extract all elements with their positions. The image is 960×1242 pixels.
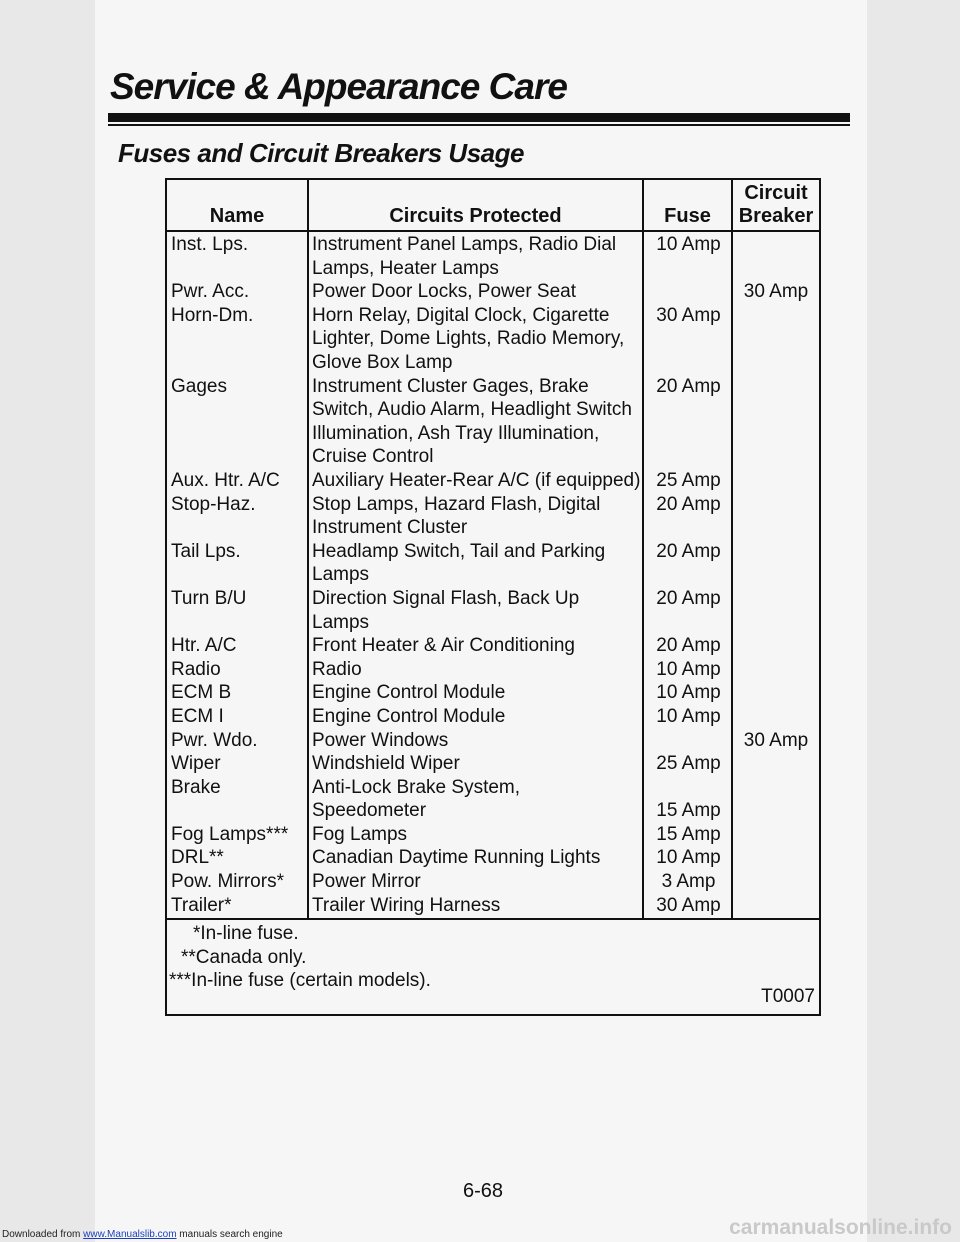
header-breaker-line1: Circuit <box>744 182 808 204</box>
row-circuits: Engine Control Module <box>312 705 506 727</box>
row-fuse: 10 Amp <box>656 658 721 680</box>
table-row <box>167 681 819 705</box>
header-rule-thick <box>108 113 850 122</box>
row-name: Pow. Mirrors* <box>171 871 284 893</box>
row-circuits: Trailer Wiring Harness <box>312 894 501 916</box>
table-row <box>167 280 819 304</box>
row-name: Pwr. Wdo. <box>171 729 258 751</box>
row-name: Wiper <box>171 753 221 775</box>
table-row <box>167 823 819 847</box>
header-circuits: Circuits Protected <box>389 205 562 227</box>
row-circuits: Power Mirror <box>312 871 421 893</box>
row-name: Htr. A/C <box>171 635 237 657</box>
table-row <box>167 634 819 658</box>
row-name: Tail Lps. <box>171 540 241 562</box>
row-name: Brake <box>171 776 221 798</box>
page-number: 6-68 <box>463 1180 504 1202</box>
row-name: Inst. Lps. <box>171 234 249 255</box>
row-name: Horn-Dm. <box>171 304 254 326</box>
row-fuse: 15 Amp <box>656 823 721 845</box>
row-circuits: Fog Lamps <box>312 823 408 845</box>
row-circuits: Instrument Cluster Gages, Brake Switch, Audio Alarm, Headlight Switch Illumination, Ash Tray Illumination, Cruise Control <box>312 375 632 468</box>
footnote-inline: *In-line fuse. <box>193 923 299 944</box>
row-name: ECM B <box>171 682 232 704</box>
watermark: carmanualsonline.info <box>729 1216 952 1239</box>
row-circuits: Canadian Daytime Running Lights <box>312 847 601 869</box>
row-fuse: 10 Amp <box>656 847 721 869</box>
footnotes <box>167 922 819 993</box>
row-name: Turn B/U <box>171 587 247 609</box>
row-name: Gages <box>171 375 227 397</box>
row-fuse: 20 Amp <box>656 375 721 397</box>
table-body <box>167 233 819 917</box>
header-divider <box>167 230 819 232</box>
row-fuse: 20 Amp <box>656 493 721 515</box>
row-fuse: 10 Amp <box>656 705 721 727</box>
table-row <box>167 375 819 469</box>
row-breaker: 30 Amp <box>743 281 809 303</box>
manualslib-link[interactable]: www.Manualslib.com <box>83 1229 177 1240</box>
row-name: Fog Lamps*** <box>171 823 289 845</box>
row-circuits: Auxiliary Heater-Rear A/C (if equipped) <box>312 469 641 491</box>
table-row <box>167 233 819 280</box>
row-fuse: 20 Amp <box>656 635 721 657</box>
row-fuse: 3 Amp <box>661 871 716 893</box>
row-fuse: 25 Amp <box>656 469 721 491</box>
header-fuse: Fuse <box>664 205 711 227</box>
row-fuse: 25 Amp <box>656 753 721 775</box>
row-circuits: Power Door Locks, Power Seat <box>312 281 577 303</box>
row-name: ECM I <box>171 705 224 727</box>
row-name: Trailer* <box>171 894 232 916</box>
notes-divider <box>167 918 819 920</box>
table-row <box>167 540 819 587</box>
table-row <box>167 304 819 375</box>
row-circuits: Horn Relay, Digital Clock, Cigarette Lighter, Dome Lights, Radio Memory, Glove Box Lamp <box>312 304 625 373</box>
row-circuits: Stop Lamps, Hazard Flash, Digital Instrument Cluster <box>312 493 601 539</box>
row-fuse: 15 Amp <box>656 800 721 822</box>
row-circuits: Headlamp Switch, Tail and Parking Lamps <box>312 540 606 586</box>
table-row <box>167 729 819 753</box>
row-fuse: 30 Amp <box>656 304 721 326</box>
row-fuse: 10 Amp <box>656 234 721 255</box>
header-rule-thin <box>108 124 850 126</box>
row-fuse: 30 Amp <box>656 894 721 916</box>
footer-prefix: Downloaded from <box>2 1229 84 1240</box>
download-footer <box>2 1229 283 1240</box>
row-name: Stop-Haz. <box>171 493 256 515</box>
table-row <box>167 870 819 894</box>
table-row <box>167 752 819 776</box>
row-name: Radio <box>171 658 221 680</box>
table-row <box>167 776 819 823</box>
section-title: Fuses and Circuit Breakers Usage <box>118 138 524 168</box>
row-circuits: Instrument Panel Lamps, Radio Dial Lamps, Heater Lamps <box>312 234 617 279</box>
table-row <box>167 894 819 918</box>
row-circuits: Direction Signal Flash, Back Up Lamps <box>312 587 580 633</box>
header-breaker-line2: Breaker <box>738 205 814 227</box>
row-circuits: Engine Control Module <box>312 682 506 704</box>
table-row <box>167 493 819 540</box>
footnote-canada: **Canada only. <box>181 946 307 968</box>
figure-code: T0007 <box>761 986 815 1007</box>
row-circuits: Power Windows <box>312 729 449 751</box>
row-circuits: Windshield Wiper <box>312 753 460 775</box>
header-name: Name <box>209 205 265 227</box>
table-row <box>167 587 819 634</box>
table-row <box>167 658 819 682</box>
row-circuits: Front Heater & Air Conditioning <box>312 635 575 657</box>
table-row <box>167 846 819 870</box>
table-row <box>167 705 819 729</box>
row-fuse: 20 Amp <box>656 587 721 609</box>
chapter-title: Service & Appearance Care <box>110 66 567 107</box>
table-row <box>167 469 819 493</box>
footnote-certain-models: ***In-line fuse (certain models). <box>169 970 431 991</box>
footer-suffix: manuals search engine <box>176 1229 283 1240</box>
row-name: Aux. Htr. A/C <box>171 469 280 491</box>
row-name: Pwr. Acc. <box>171 281 250 303</box>
row-circuits: Radio <box>312 658 362 680</box>
row-fuse: 20 Amp <box>656 540 721 562</box>
row-fuse: 10 Amp <box>656 682 721 704</box>
row-breaker: 30 Amp <box>743 729 809 751</box>
row-name: DRL** <box>171 847 224 869</box>
row-circuits: Anti-Lock Brake System, Speedometer <box>312 776 521 822</box>
fuse-table <box>165 178 821 1016</box>
